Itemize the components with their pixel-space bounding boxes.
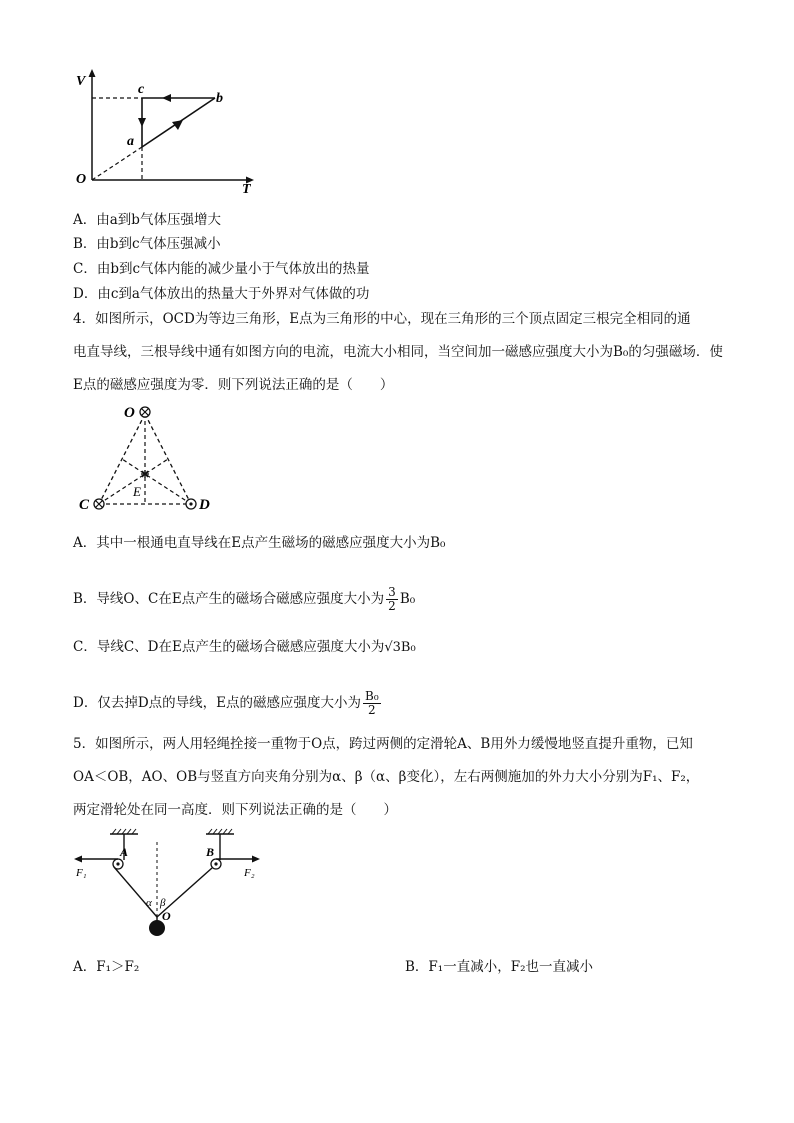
q3-option-d[interactable]: D．由c到a气体放出的热量大于外界对气体做的功 [73, 286, 370, 302]
q4-option-c-tail: √3B₀ [384, 640, 416, 655]
q5-stem-line-3: 两定滑轮处在同一高度．则下列说法正确的是（ ） [73, 802, 397, 818]
arrow-b-to-c [162, 94, 171, 102]
rope-a-o [114, 867, 157, 917]
q4-stem-line-1: 4．如图所示，OCD为等边三角形，E点为三角形的中心，现在三角形的三个顶点固定三根完全相同的通 [73, 311, 691, 327]
v-axis-arrow [89, 69, 96, 77]
q4-option-b[interactable] [73, 586, 415, 613]
label-origin: O [76, 172, 87, 187]
q4-option-c[interactable] [73, 638, 416, 657]
fraction-numerator: B₀ [365, 689, 379, 703]
label-angle-alpha: α [146, 897, 152, 909]
label-angle-beta: β [160, 897, 166, 909]
label-point-a: a [127, 134, 134, 149]
q3-option-a[interactable]: A．由a到b气体压强增大 [73, 212, 221, 228]
q4-option-d[interactable] [73, 690, 383, 717]
vt-graph-figure [70, 65, 270, 195]
label-pulley-b: B [206, 845, 215, 859]
label-center-e: E [133, 484, 141, 499]
label-axis-t: T [242, 182, 251, 195]
dashed-origin-line [92, 147, 142, 180]
label-point-b: b [216, 91, 223, 106]
label-point-o: O [162, 909, 171, 923]
q5-option-b[interactable]: B．F₁一直减小，F₂也一直减小 [405, 959, 593, 975]
pulley-figure [70, 828, 270, 940]
q5-option-a[interactable]: A．F₁＞F₂ [73, 959, 140, 975]
label-vertex-d: D [199, 497, 210, 513]
q5-stem-line-2: OA＜OB，AO、OB与竖直方向夹角分别为α、β（α、β变化），左右两侧施加的外力大小分别为F₁、F₂， [73, 769, 700, 785]
q4-stem-line-3: E点的磁感应强度为零．则下列说法正确的是（ ） [73, 377, 394, 393]
wire-o-into-page-icon [140, 407, 150, 417]
q4-option-a[interactable]: A．其中一根通电直导线在E点产生磁场的磁感应强度大小为B₀ [73, 535, 446, 551]
fraction-denominator: 2 [388, 599, 396, 613]
fraction-b0-over-2 [363, 690, 381, 717]
center-e-marker [141, 470, 149, 478]
q4-stem-line-2: 电直导线，三根导线中通有如图方向的电流，电流大小相同，当空间加一磁感应强度大小为B₀的匀强磁场．使 [73, 344, 723, 360]
label-pulley-a: A [120, 845, 129, 859]
pulley-b-icon [211, 859, 221, 869]
q4-option-b-tail: B₀ [399, 591, 416, 607]
q5-stem-line-1: 5．如图所示，两人用轻绳拴接一重物于O点，跨过两侧的定滑轮A、B用外力缓慢地竖直提升重物，已知 [73, 736, 693, 752]
q3-option-c[interactable]: C．由b到c气体内能的减少量小于气体放出的热量 [73, 261, 370, 277]
wire-c-into-page-icon [94, 499, 104, 509]
fraction-denominator: 2 [368, 703, 376, 717]
label-force-f2: F₂ [244, 867, 255, 879]
wire-d-out-of-page-icon [186, 499, 196, 509]
q4-option-b-text: B．导线O、C在E点产生的磁场合磁感应强度大小为 [73, 591, 385, 607]
label-point-c: c [138, 82, 145, 97]
arrow-c-to-a [138, 118, 146, 127]
fraction-numerator: 3 [388, 585, 396, 599]
triangle-wires-figure [75, 400, 220, 515]
arrow-f1 [74, 856, 82, 863]
label-vertex-c: C [79, 497, 90, 513]
q3-option-b[interactable]: B．由b到c气体压强减小 [73, 236, 221, 252]
arrow-f2 [252, 856, 260, 863]
fraction-three-halves [386, 586, 398, 613]
label-force-f1: F₁ [76, 867, 87, 879]
q4-option-d-text: D．仅去掉D点的导线，E点的磁感应强度大小为 [73, 695, 362, 711]
q4-option-c-text: C．导线C、D在E点产生的磁场合磁感应强度大小为 [73, 639, 385, 655]
label-axis-v: V [76, 74, 86, 89]
label-vertex-o: O [124, 405, 135, 421]
